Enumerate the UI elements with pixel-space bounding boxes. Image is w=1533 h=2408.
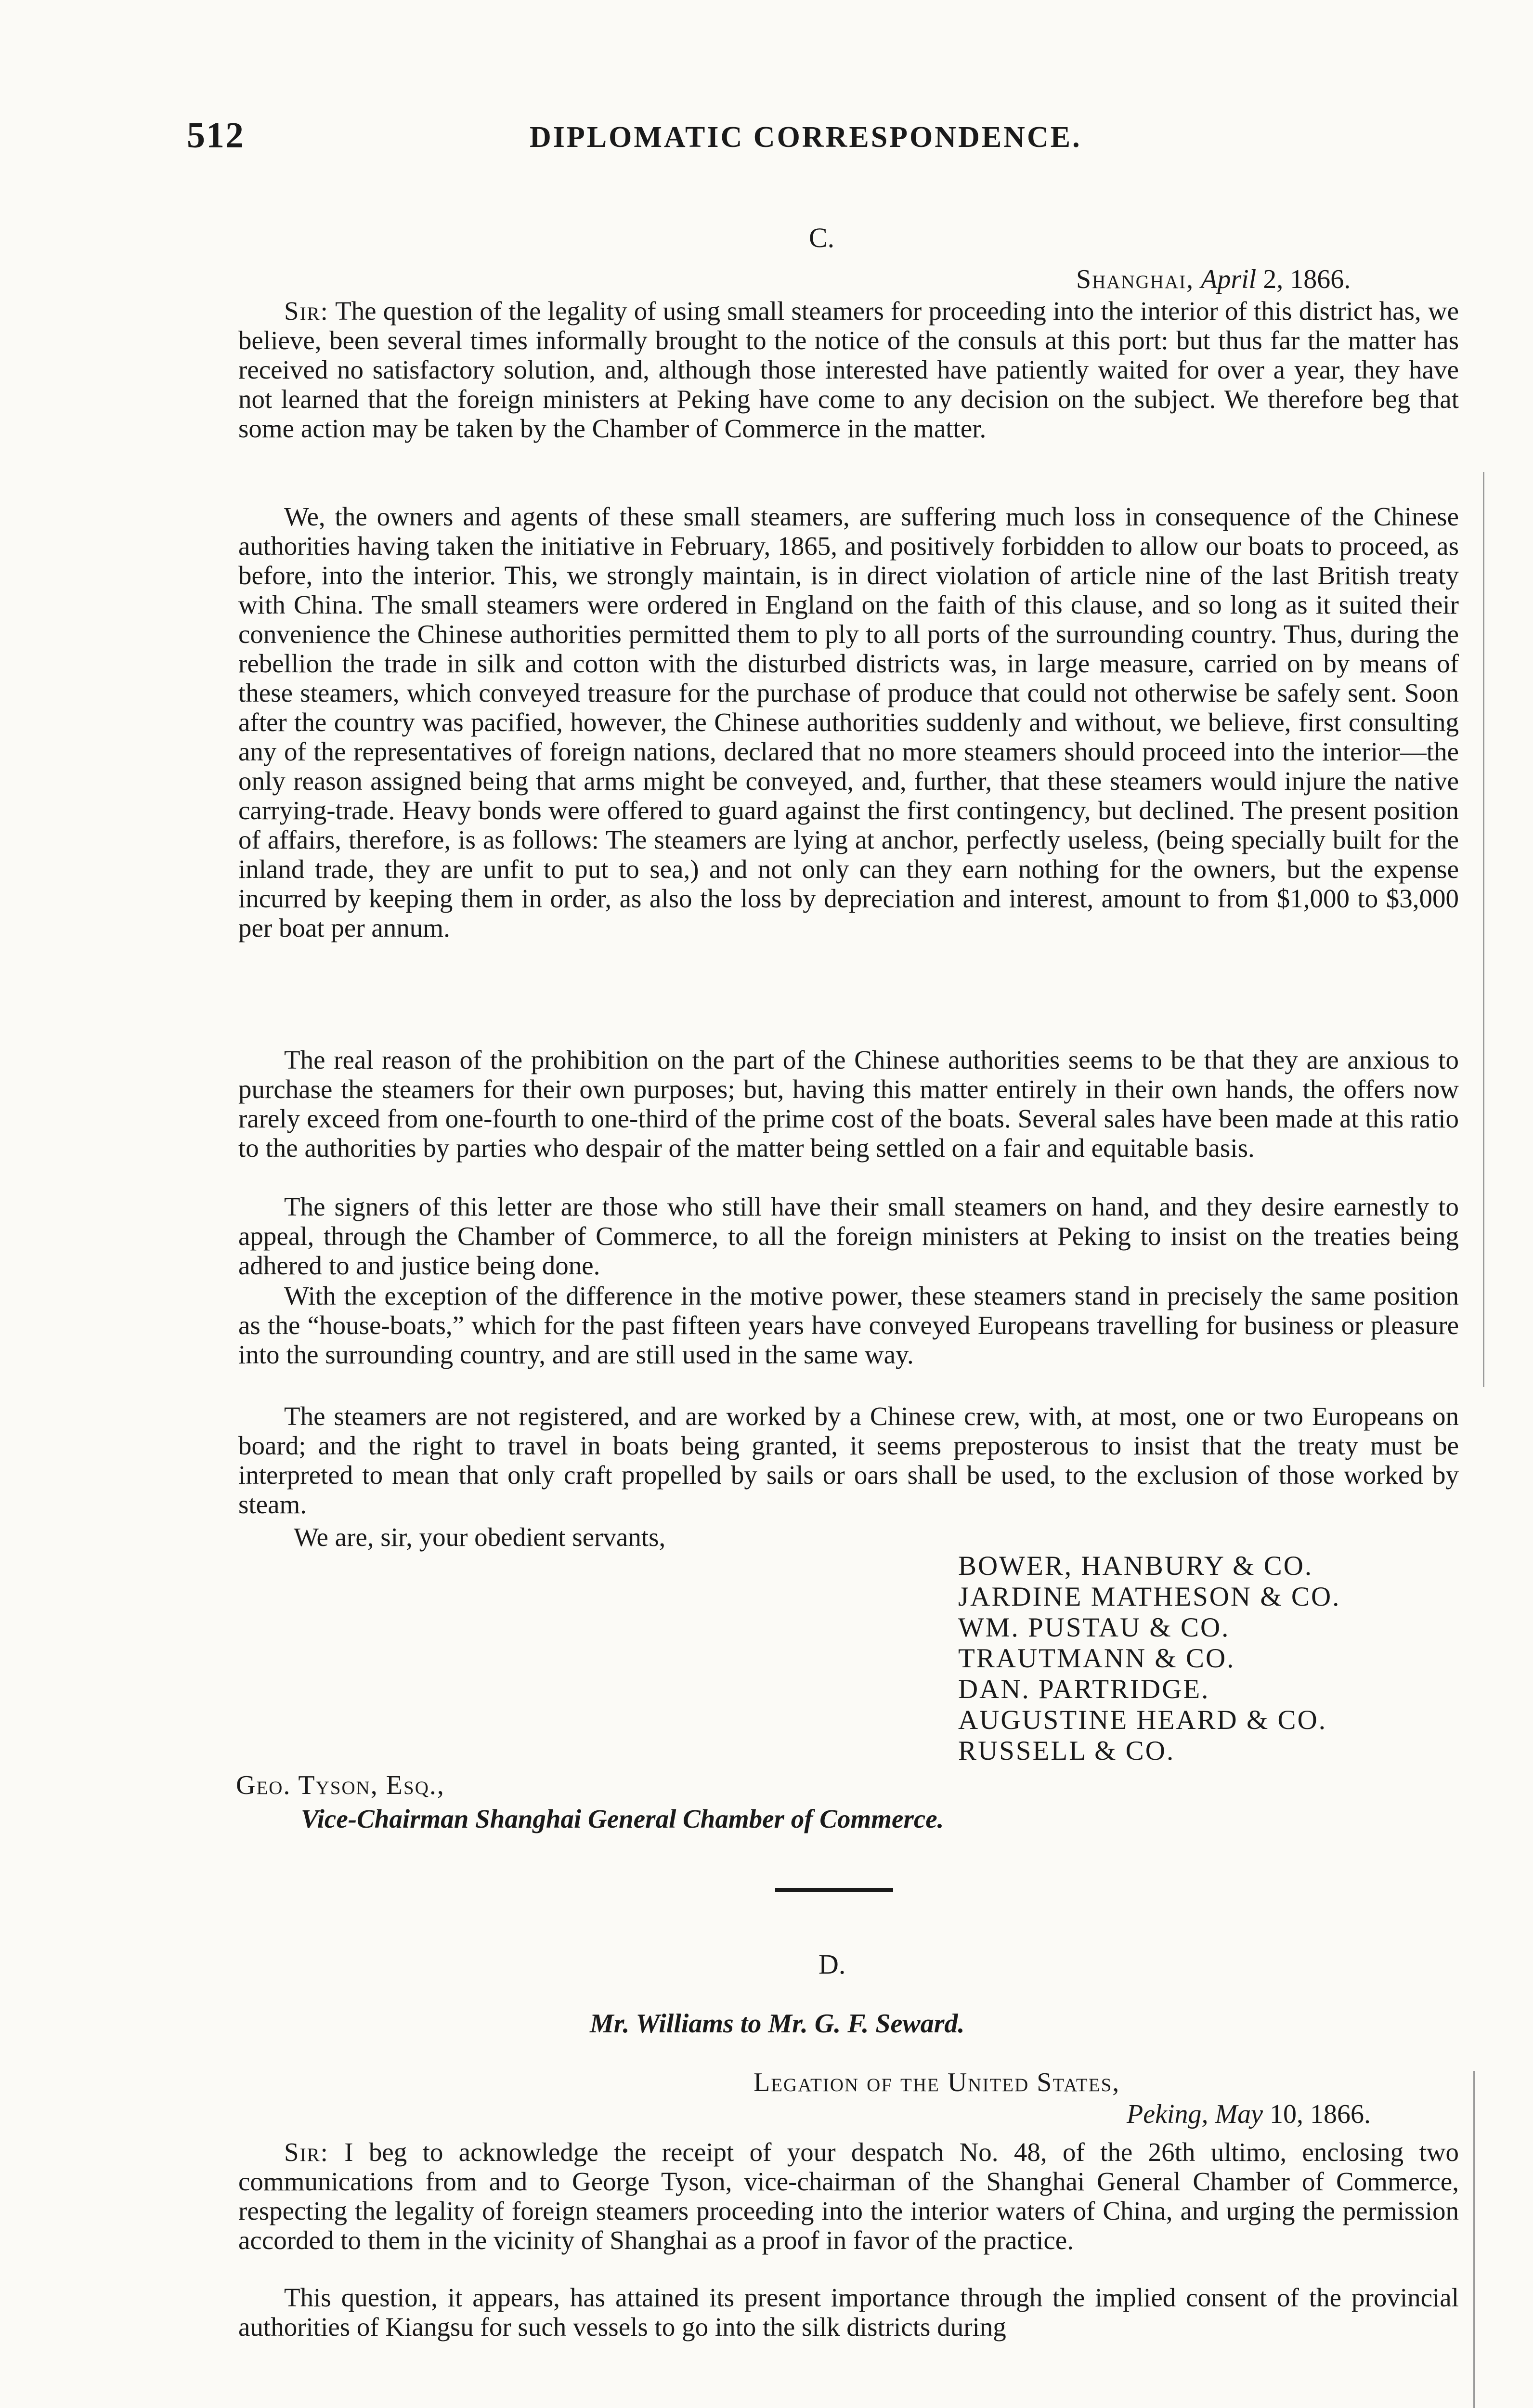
section-d-paragraph-2: This question, it appears, has attained its present importance through the implied consent of the provincial authorities of Kiangsu for such vessels to go into the silk districts during — [238, 2283, 1459, 2342]
dateline-city: Peking, — [1127, 2099, 1208, 2129]
signatory: WM. PUSTAU & CO. — [958, 1612, 1230, 1643]
paragraph-text: The question of the legality of using small steamers for proceeding into the interior of this district has, we believe, been several times informally brought to the notice of the consuls at this port: but thus far the matter has received no satisfactory solution, and, although those interested have patiently waited for over a year, they have not learned that the foreign ministers at Peking have come to any decision on the subject. We therefore beg that some action may be taken by the Chamber of Commerce in the matter. — [238, 296, 1459, 443]
section-divider — [775, 1888, 893, 1892]
signatory: TRAUTMANN & CO. — [958, 1643, 1235, 1674]
section-c-paragraph-1 — [238, 296, 1459, 443]
signatory: JARDINE MATHESON & CO. — [958, 1582, 1341, 1612]
paragraph-text: I beg to acknowledge the receipt of your despatch No. 48, of the 26th ultimo, enclosing two communications from and to George Tyson, vice-chairman of the Shanghai General Chamber of Commerce, respecting the legality of foreign steamers proceeding into the interior waters of China, and urging the permission accorded to them in the vicinity of Shanghai as a proof in favor of the practice. — [238, 2137, 1459, 2255]
dateline-day-year: 10, 1866. — [1270, 2099, 1371, 2129]
section-c-paragraph-4: The signers of this letter are those who still have their small steamers on hand, and they desire earnestly to appeal, through the Chamber of Commerce, to all the foreign ministers at Peking to insist on the treaties being adhered to and justice being done. — [238, 1192, 1459, 1280]
closing-line: We are, sir, your obedient servants, — [294, 1522, 666, 1552]
signatory: BOWER, HANBURY & CO. — [958, 1551, 1313, 1581]
section-c-letter: C. — [809, 222, 835, 253]
salutation: Sir: — [284, 296, 329, 326]
section-c-dateline — [1076, 264, 1351, 295]
salutation: Sir: — [284, 2137, 329, 2167]
signatory-list — [958, 1551, 1340, 1767]
section-c-paragraph-6: The steamers are not registered, and are worked by a Chinese crew, with, at most, one or two Europeans on board; and the right to travel in boats being granted, it seems preposterous to insist that the treaty must be interpreted to mean that only craft propelled by sails or oars shall be used, to the exclusion of those worked by steam. — [238, 1401, 1459, 1519]
signatory: DAN. PARTRIDGE. — [958, 1674, 1210, 1704]
signatory: AUGUSTINE HEARD & CO. — [958, 1705, 1327, 1735]
dateline-place: Shanghai, — [1076, 264, 1195, 294]
section-d-letter: D. — [818, 1949, 846, 1980]
dateline-month: April — [1201, 264, 1257, 294]
section-d-dateline — [1127, 2099, 1371, 2130]
dateline-day-year: 2, 1866. — [1263, 264, 1351, 294]
margin-scan-line — [1473, 2071, 1475, 2408]
running-title: DIPLOMATIC CORRESPONDENCE. — [530, 121, 1082, 154]
page-number: 512 — [187, 115, 245, 156]
addressee-title: Vice-Chairman Shanghai General Chamber of Commerce. — [301, 1804, 944, 1833]
section-d-heading: Mr. Williams to Mr. G. F. Seward. — [590, 2009, 965, 2039]
section-c-paragraph-5: With the exception of the difference in the motive power, these steamers stand in precisely the same position as the “house-boats,” which for the past fifteen years have conveyed Europeans travelling for business or pleasure into the surrounding country, and are still used in the same way. — [238, 1281, 1459, 1369]
signatory: RUSSELL & CO. — [958, 1736, 1175, 1766]
section-d-dateline-place: Legation of the United States, — [754, 2068, 1120, 2097]
addressee-name: Geo. Tyson, Esq., — [236, 1770, 445, 1800]
section-c-paragraph-2: We, the owners and agents of these small steamers, are suffering much loss in consequence of the Chinese authorities having taken the initiative in February, 1865, and positively forbidden to allow our boats to proceed, as before, into the interior. This, we strongly maintain, is in direct violation of article nine of the last British treaty with China. The small steamers were ordered in England on the faith of this clause, and so long as it suited their convenience the Chinese authorities permitted them to ply to all ports of the surrounding country. Thus, during the rebellion the trade in silk and cotton with the disturbed districts was, in large measure, carried on by means of these steamers, which conveyed treasure for the purchase of produce that could not otherwise be safely sent. Soon after the country was pacified, however, the Chinese authorities suddenly and without, we believe, first consulting any of the representatives of foreign nations, declared that no more steamers should proceed into the interior—the only reason assigned being that arms might be conveyed, and, further, that these steamers would injure the native carrying-trade. Heavy bonds were offered to guard against the first contingency, but declined. The present position of affairs, therefore, is as follows: The steamers are lying at anchor, perfectly useless, (being specially built for the inland trade, they are unfit to put to sea,) and not only can they earn nothing for the owners, but the expense incurred by keeping them in order, as also the loss by depreciation and interest, amount to from $1,000 to $3,000 per boat per annum. — [238, 502, 1459, 942]
dateline-month: May — [1215, 2099, 1263, 2129]
section-c-paragraph-3: The real reason of the prohibition on the part of the Chinese authorities seems to be that they are anxious to purchase the steamers for their own purposes; but, having this matter entirely in their own hands, the offers now rarely exceed from one-fourth to one-third of the prime cost of the boats. Several sales have been made at this ratio to the authorities by parties who despair of the matter being settled on a fair and equitable basis. — [238, 1045, 1459, 1163]
margin-scan-line — [1483, 472, 1484, 1387]
section-d-paragraph-1 — [238, 2137, 1459, 2255]
